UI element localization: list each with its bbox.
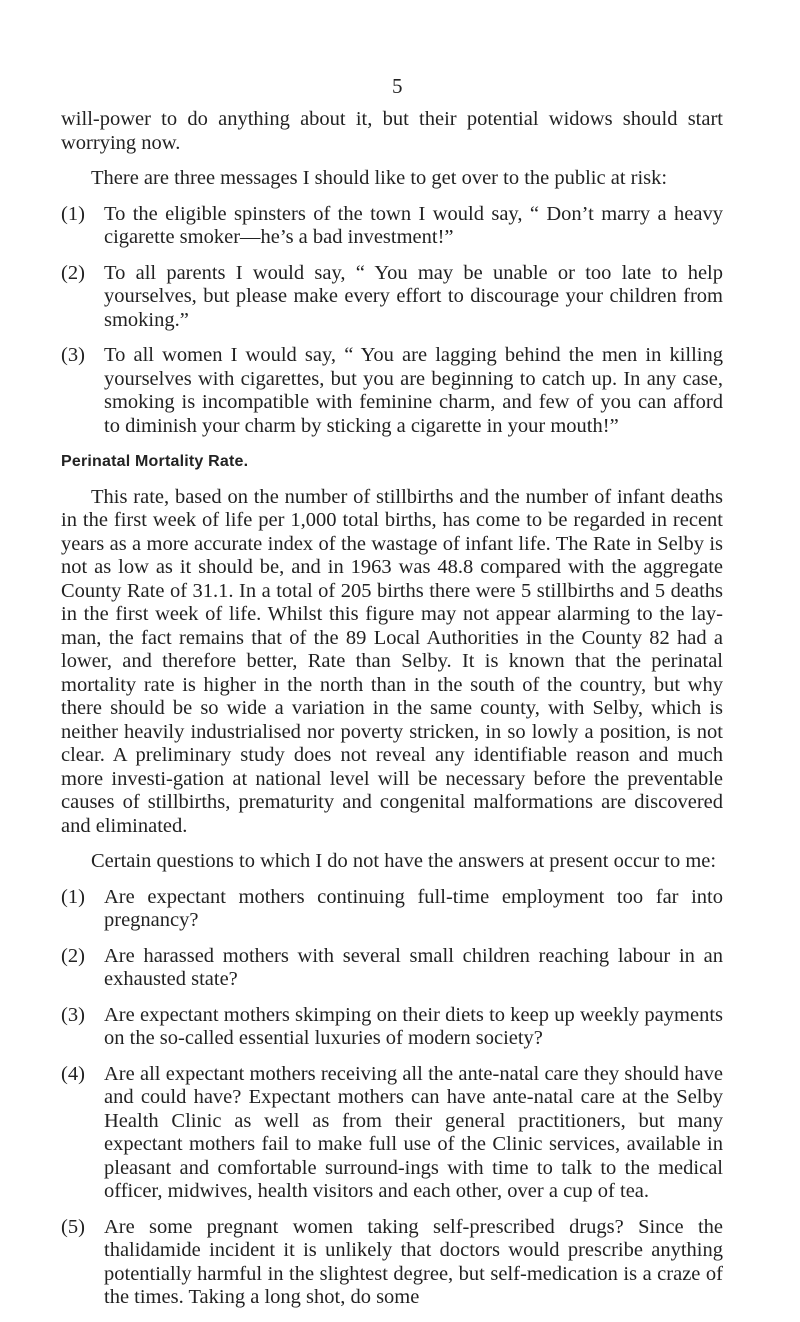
question-item bbox=[61, 945, 723, 992]
question-item bbox=[61, 1063, 723, 1204]
perinatal-paragraph: This rate, based on the number of stillbirths and the number of infant deaths in the first week of life per 1,000 total births, has come to be regarded in recent years as a more accurate index of the wastage of infant life. The Rate in Selby is not as low as it should be, and in 1963 was 48.8 compared with the aggregate County Rate of 31.1. In a total of 205 births there were 5 stillbirths and 5 deaths in the first week of life. Whilst this figure may not appear alarming to the lay-man, the fact remains that of the 89 Local Authorities in the County 82 had a lower, and therefore better, Rate than Selby. It is known that the perinatal mortality rate is higher in the north than in the south of the country, but why there should be so wide a variation in the same county, with Selby, which is neither heavily industrialised nor poverty stricken, in so lowly a position, is not clear. A preliminary study does not reveal any identifiable reason and much more investi-gation at national level will be necessary before the preventable causes of stillbirths, prematurity and congenital malformations are discovered and eliminated. bbox=[61, 485, 723, 837]
question-text: Are all expectant mothers receiving all the ante-natal care they should have and could have? Expectant mothers can have ante-natal care at the Selby Health Clinic as well as from their general practitioners, but many expectant mothers fail to make full use of the Clinic services, available in pleasant and comfortable surround-ings with time to talk to the medical officer, midwives, health visitors and each other, over a cup of tea. bbox=[104, 1062, 723, 1202]
messages-list bbox=[61, 203, 723, 439]
message-text: To all women I would say, “ You are lagging behind the men in killing yourselves with cigarettes, but you are beginning to catch up. In any case, smoking is incompatible with feminine charm, and few of you can afford to diminish your charm by sticking a cigarette in your mouth!” bbox=[104, 344, 723, 437]
question-text: Are some pregnant women taking self-prescribed drugs? Since the thalidamide incident it is unlikely that doctors would prescribe anything potentially harmful in the slightest degree, but self-medication is a craze of the times. Taking a long shot, do some bbox=[104, 1215, 723, 1308]
section-heading: Perinatal Mortality Rate. bbox=[61, 453, 249, 470]
question-text: Are expectant mothers continuing full-time employment too far into pregnancy? bbox=[104, 885, 723, 931]
questions-intro: Certain questions to which I do not have the answers at present occur to me: bbox=[91, 850, 717, 872]
intro-paragraph: will-power to do anything about it, but their potential widows should start worrying now. bbox=[61, 108, 723, 154]
message-item bbox=[61, 203, 723, 250]
question-item bbox=[61, 1004, 723, 1051]
message-item bbox=[61, 262, 723, 333]
question-text: Are harassed mothers with several small children reaching labour in an exhausted state? bbox=[104, 944, 723, 990]
question-item bbox=[61, 886, 723, 933]
message-number: (1) bbox=[61, 202, 85, 225]
question-number: (3) bbox=[61, 1003, 85, 1026]
question-number: (2) bbox=[61, 944, 85, 967]
message-text: To the eligible spinsters of the town I would say, “ Don’t marry a heavy cigarette smoker—he’s a bad investment!” bbox=[104, 202, 723, 248]
messages-intro: There are three messages I should like to get over to the public at risk: bbox=[91, 167, 668, 189]
question-item bbox=[61, 1216, 723, 1310]
question-number: (5) bbox=[61, 1215, 85, 1238]
message-number: (3) bbox=[61, 344, 85, 366]
message-item bbox=[61, 344, 723, 438]
message-text: To all parents I would say, “ You may be unable or too late to help yourselves, but please make every effort to discourage your children from smoking.” bbox=[104, 261, 723, 331]
question-number: (1) bbox=[61, 885, 85, 908]
question-text: Are expectant mothers skimping on their diets to keep up weekly payments on the so-called essential luxuries of modern society? bbox=[104, 1003, 723, 1049]
message-number: (2) bbox=[61, 261, 85, 284]
questions-list bbox=[61, 886, 723, 1310]
question-number: (4) bbox=[61, 1062, 85, 1085]
page-body bbox=[61, 108, 723, 1322]
page-number: 5 bbox=[392, 74, 403, 98]
